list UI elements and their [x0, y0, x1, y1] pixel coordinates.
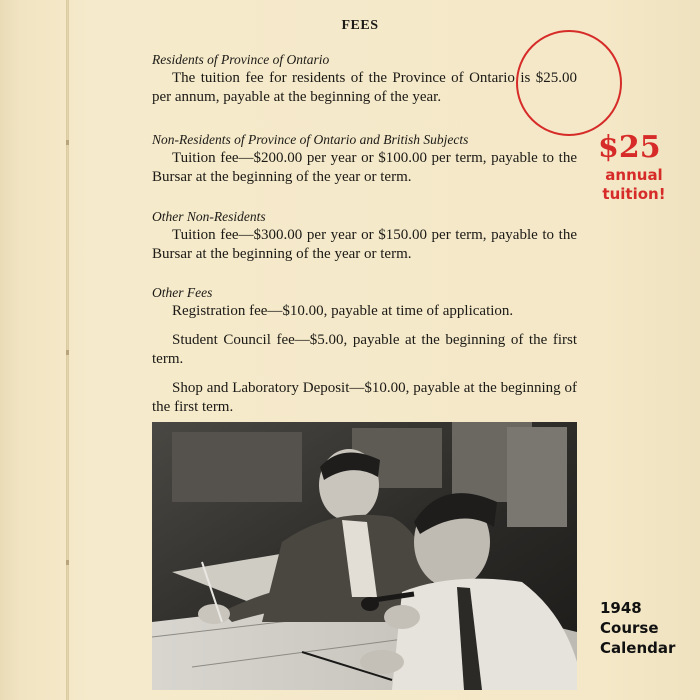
calendar-year: 1948 — [600, 599, 642, 617]
section-non-residents-british — [152, 130, 577, 187]
section-paragraph: The tuition fee for residents of the Province of Ontario is $25.00 per annum, payable at the beginning of the year. — [152, 70, 577, 105]
section-title: Non-Residents of Province of Ontario and British Subjects — [152, 132, 469, 147]
section-paragraph: Tuition fee—$200.00 per year or $100.00 per term, payable to the Bursar at the beginning of the year or term. — [152, 150, 577, 185]
binding-stitch — [66, 140, 69, 145]
section-other-fees — [152, 283, 577, 417]
section-title: Other Fees — [152, 285, 213, 300]
section-paragraph: Tuition fee—$300.00 per year or $150.00 per term, payable to the Bursar at the beginning of the year or term. — [152, 227, 577, 262]
section-title: Residents of Province of Ontario — [152, 52, 330, 67]
photo-two-men-drafting-icon — [152, 422, 577, 690]
highlight-circle — [516, 30, 622, 136]
section-title: Other Non-Residents — [152, 209, 266, 224]
binding-stitch — [66, 350, 69, 355]
annotation-price: $25 — [598, 130, 661, 165]
annotation-calendar — [600, 598, 696, 658]
section-ontario-residents — [152, 50, 577, 107]
annotation-subtitle-line: tuition! — [602, 185, 666, 203]
calendar-word: Course — [600, 619, 659, 637]
section-other-non-residents — [152, 207, 577, 264]
annotation-subtitle-line: annual — [605, 166, 663, 184]
fee-shop-lab-deposit: Shop and Laboratory Deposit—$10.00, payable at the beginning of the first term. — [152, 380, 577, 415]
calendar-word: Calendar — [600, 639, 676, 657]
fee-student-council: Student Council fee—$5.00, payable at the beginning of the first term. — [152, 332, 577, 367]
annotation-subtitle — [588, 166, 680, 204]
page-heading: FEES — [341, 18, 379, 33]
fee-registration: Registration fee—$10.00, payable at time of application. — [172, 303, 514, 319]
binding-stitch — [66, 560, 69, 565]
